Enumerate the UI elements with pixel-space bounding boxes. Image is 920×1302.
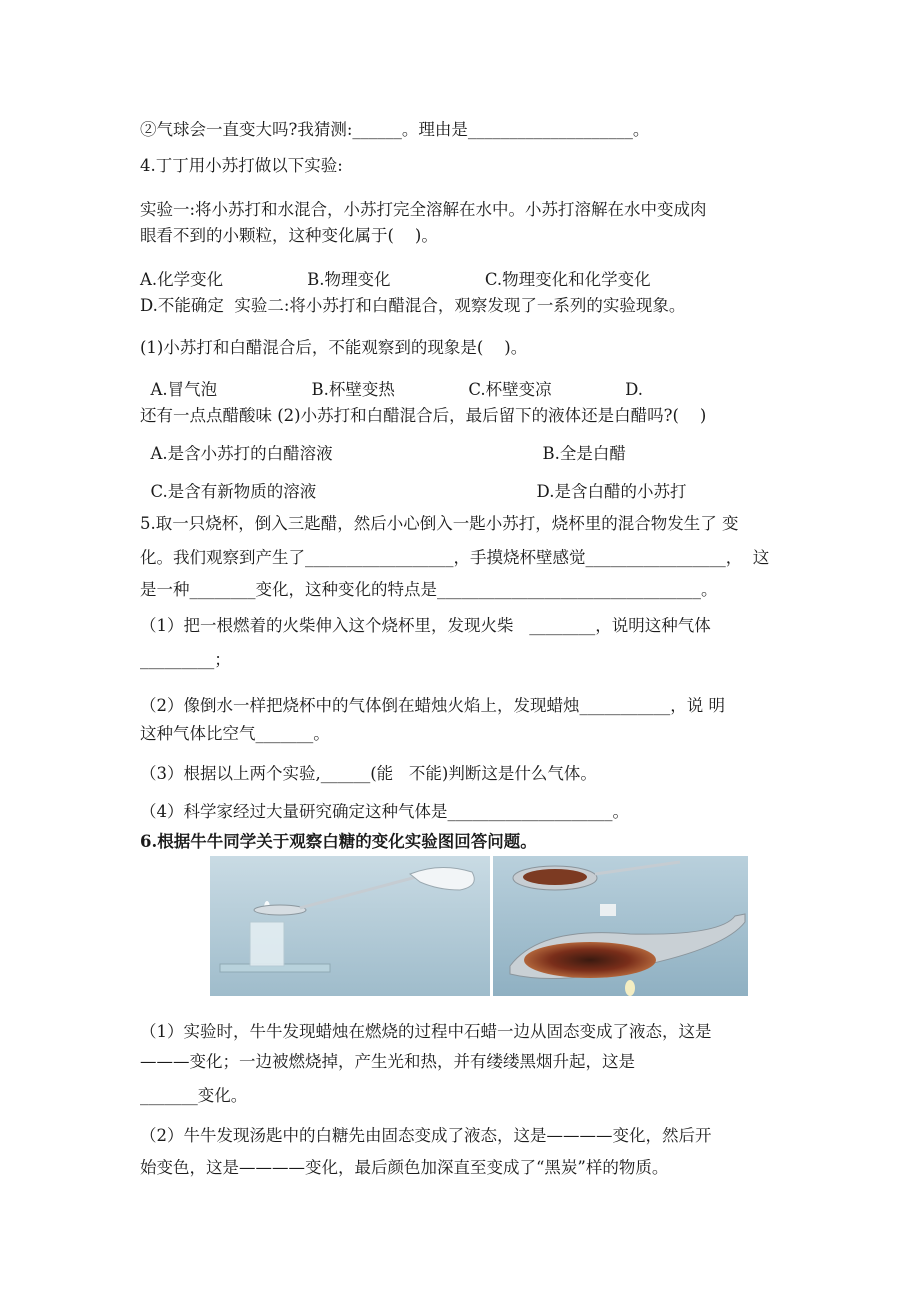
question-6-heading: 6.根据牛牛同学关于观察白糖的变化实验图回答问题。 bbox=[140, 832, 537, 851]
text-line: （1）实验时，牛牛发现蜡烛在燃烧的过程中石蜡一边从固态变成了液态，这是 bbox=[140, 1022, 712, 1041]
text-line: ———变化；一边被燃烧掉，产生光和热，并有缕缕黑烟升起，这是 bbox=[140, 1052, 635, 1071]
text-line: （2）牛牛发现汤匙中的白糖先由固态变成了液态，这是————变化，然后开 bbox=[140, 1126, 712, 1145]
text-line: （3）根据以上两个实验,______(能 不能)判断这是什么气体。 bbox=[140, 764, 597, 783]
text-line: 是一种________变化，这种变化的特点是________________________________。 bbox=[140, 580, 718, 599]
text-line: 还有一点点醋酸味 (2)小苏打和白醋混合后，最后留下的液体还是白醋吗?( ) bbox=[140, 406, 707, 425]
text-line: 实验一:将小苏打和水混合，小苏打完全溶解在水中。小苏打溶解在水中变成肉 bbox=[140, 200, 707, 219]
text-line: ②气球会一直变大吗?我猜测:______。理由是____________________。 bbox=[140, 120, 650, 139]
options-line: C.是含有新物质的溶液 D.是含白醋的小苏打 bbox=[140, 482, 687, 501]
options-line: A.冒气泡 B.杯壁变热 C.杯壁变凉 D. bbox=[140, 380, 643, 399]
text-line: 始变色，这是————变化，最后颜色加深直至变成了“黑炭”样的物质。 bbox=[140, 1158, 669, 1177]
options-line: A.化学变化 B.物理变化 C.物理变化和化学变化 bbox=[140, 270, 651, 289]
options-line: A.是含小苏打的白醋溶液 B.全是白醋 bbox=[140, 444, 626, 463]
question-4-heading: 4.丁丁用小苏打做以下实验: bbox=[140, 156, 343, 175]
text-line: 化。我们观察到产生了__________________，手摸烧杯壁感觉_________________， 这 bbox=[140, 548, 770, 567]
text-line: _______变化。 bbox=[140, 1086, 248, 1105]
text-line: （4）科学家经过大量研究确定这种气体是____________________。 bbox=[140, 802, 629, 821]
text-line: 眼看不到的小颗粒，这种变化属于( )。 bbox=[140, 226, 438, 245]
text-line: 这种气体比空气_______。 bbox=[140, 724, 330, 743]
experiment-photo bbox=[210, 856, 748, 996]
text-line: _________； bbox=[140, 650, 231, 669]
text-line: (1)小苏打和白醋混合后，不能观察到的现象是( )。 bbox=[140, 338, 528, 357]
text-line: D.不能确定 实验二:将小苏打和白醋混合，观察发现了一系列的实验现象。 bbox=[140, 296, 686, 315]
text-line: （1）把一根燃着的火柴伸入这个烧杯里，发现火柴 ________，说明这种气体 bbox=[140, 616, 711, 635]
question-5-heading: 5.取一只烧杯，倒入三匙醋，然后小心倒入一匙小苏打，烧杯里的混合物发生了 变 bbox=[140, 514, 739, 533]
text-line: （2）像倒水一样把烧杯中的气体倒在蜡烛火焰上，发现蜡烛___________，说 明 bbox=[140, 696, 725, 715]
